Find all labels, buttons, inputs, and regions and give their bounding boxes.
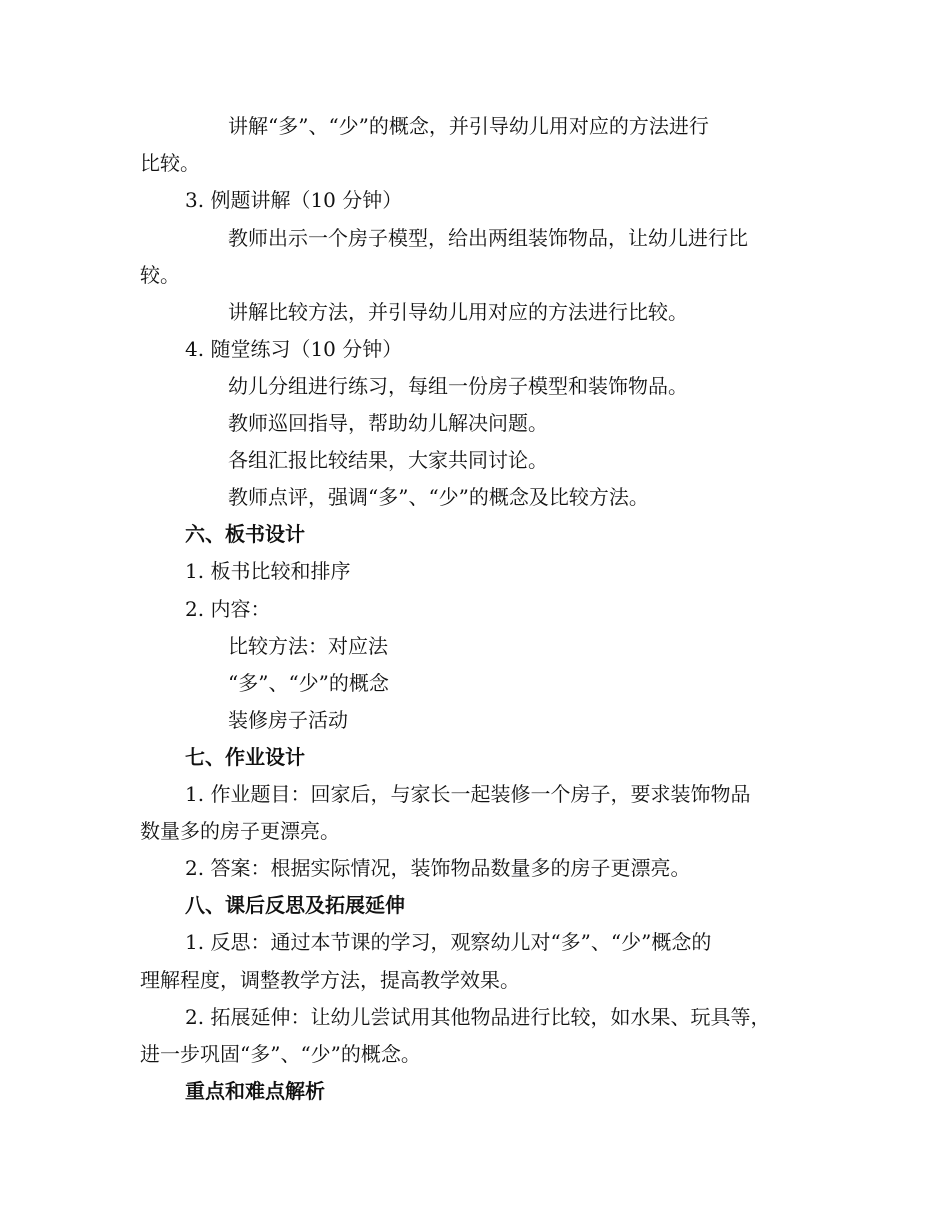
paragraph-line: “多”、“少”的概念 bbox=[228, 671, 389, 695]
paragraph-line: 数量多的房子更漂亮。 bbox=[140, 819, 340, 843]
list-item: 1. 板书比较和排序 bbox=[185, 559, 351, 583]
list-item: 3. 例题讲解（10 分钟） bbox=[185, 188, 403, 212]
paragraph-line: 讲解“多”、“少”的概念，并引导幼儿用对应的方法进行 bbox=[228, 114, 709, 138]
list-item: 1. 反思：通过本节课的学习，观察幼儿对“多”、“少”概念的 bbox=[185, 930, 712, 954]
paragraph-line: 讲解比较方法，并引导幼儿用对应的方法进行比较。 bbox=[228, 300, 688, 324]
list-item: 2. 答案：根据实际情况，装饰物品数量多的房子更漂亮。 bbox=[185, 856, 691, 880]
section-heading: 六、板书设计 bbox=[185, 522, 305, 546]
paragraph-line: 理解程度，调整教学方法，提高教学效果。 bbox=[140, 968, 520, 992]
section-heading: 八、课后反思及拓展延伸 bbox=[185, 893, 405, 917]
paragraph-line: 教师点评，强调“多”、“少”的概念及比较方法。 bbox=[228, 485, 649, 509]
paragraph-line: 装修房子活动 bbox=[228, 708, 348, 732]
paragraph-line: 教师巡回指导，帮助幼儿解决问题。 bbox=[228, 411, 548, 435]
paragraph-line: 幼儿分组进行练习，每组一份房子模型和装饰物品。 bbox=[228, 374, 688, 398]
paragraph-line: 各组汇报比较结果，大家共同讨论。 bbox=[228, 448, 548, 472]
paragraph-line: 进一步巩固“多”、“少”的概念。 bbox=[140, 1042, 421, 1066]
paragraph-line: 比较方法：对应法 bbox=[228, 634, 388, 658]
paragraph-line: 较。 bbox=[140, 263, 180, 287]
section-heading: 七、作业设计 bbox=[185, 745, 305, 769]
list-item: 1. 作业题目：回家后，与家长一起装修一个房子，要求装饰物品 bbox=[185, 782, 751, 806]
paragraph-line: 比较。 bbox=[140, 151, 200, 175]
list-item: 2. 拓展延伸：让幼儿尝试用其他物品进行比较，如水果、玩具等， bbox=[185, 1005, 771, 1029]
paragraph-line: 教师出示一个房子模型，给出两组装饰物品，让幼儿进行比 bbox=[228, 226, 748, 250]
list-item: 4. 随堂练习（10 分钟） bbox=[185, 337, 403, 361]
section-heading: 重点和难点解析 bbox=[185, 1079, 325, 1103]
list-item: 2. 内容： bbox=[185, 597, 271, 621]
